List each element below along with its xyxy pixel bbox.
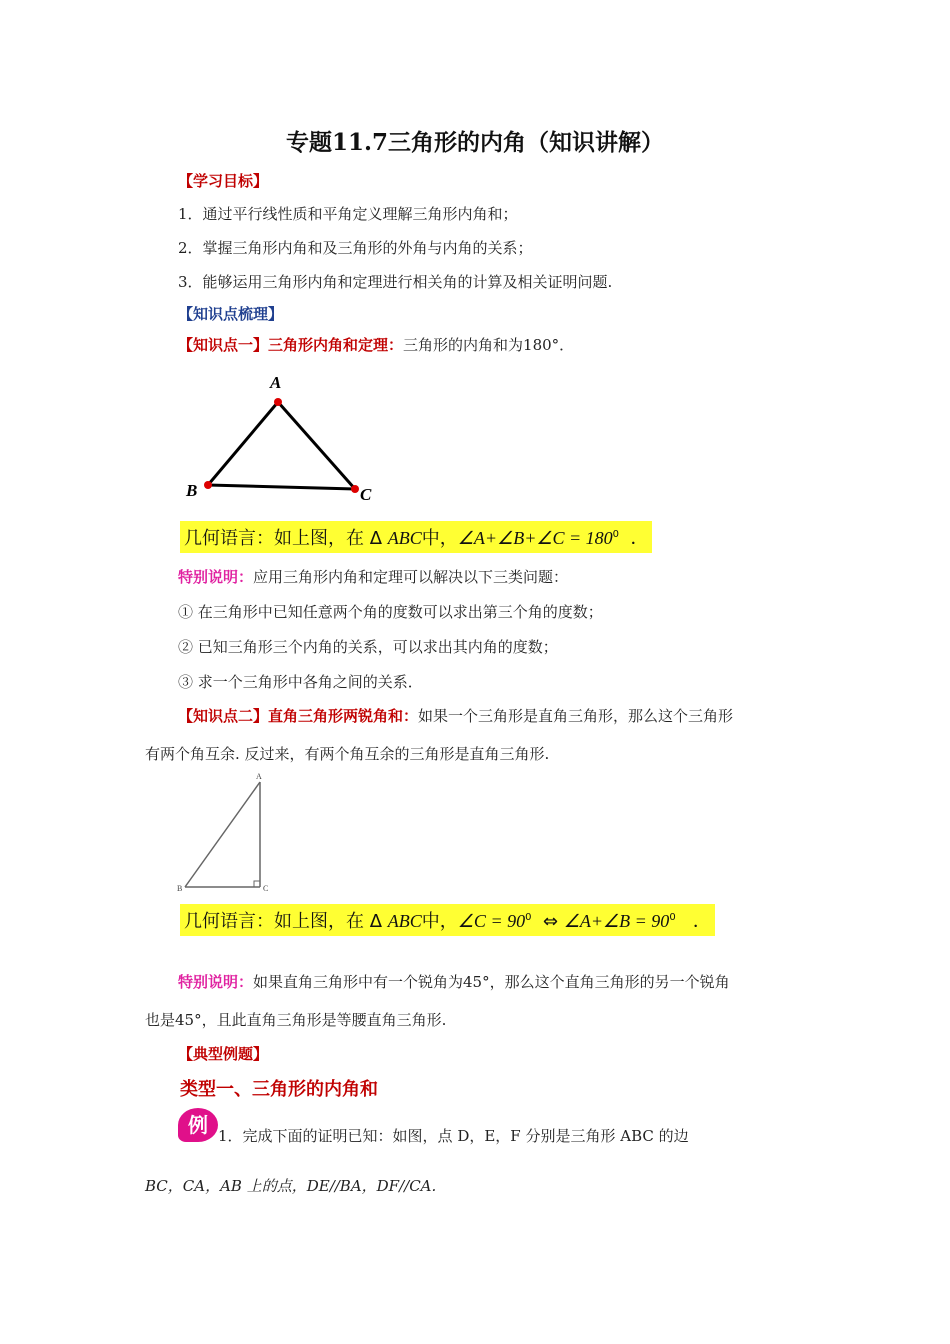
geo2-mid: 中， — [421, 911, 458, 932]
geo2-degree2: 0 — [669, 912, 676, 923]
vertex-c — [351, 485, 359, 493]
goal-item: 2．掌握三角形内角和及三角形的外角与内角的关系； — [178, 239, 533, 257]
geo2-equivalence: ⇔ — [542, 911, 559, 932]
point2-text1: 如果一个三角形是直角三角形，那么这个三角形 — [418, 707, 734, 725]
vertex-b — [204, 481, 212, 489]
geo2-degree1: 0 — [525, 912, 532, 923]
geo1-end: ． — [630, 528, 649, 549]
special-note-2 — [178, 971, 730, 992]
geo2-formula1: ∠C = 90 — [457, 911, 526, 931]
example1-line2: BC，CA，AB 上的点，DE//BA，DF//CA. — [145, 1177, 437, 1195]
geo2-triangle-symbol: Δ — [369, 911, 383, 932]
note2-text1: 如果直角三角形中有一个锐角为45°，那么这个直角三角形的另一个锐角 — [253, 973, 730, 991]
geometry-language-2 — [180, 904, 715, 936]
type1-heading: 类型一、三角形的内角和 — [180, 1079, 378, 1100]
geo2-formula2: ∠A+∠B = 90 — [563, 911, 670, 931]
geometry-language-1 — [180, 521, 652, 553]
point2-text2: 有两个角互余. 反过来，有两个角互余的三角形是直角三角形. — [145, 745, 550, 763]
note1-text: 应用三角形内角和定理可以解决以下三类问题： — [253, 568, 569, 586]
geo1-triangle-symbol: Δ — [369, 528, 383, 549]
knowledge-point-1 — [178, 334, 574, 355]
example1-line1: 1．完成下面的证明已知：如图，点 D，E，F 分别是三角形 ABC 的边 — [218, 1127, 689, 1145]
goals-heading: 【学习目标】 — [178, 172, 269, 190]
side-ac — [278, 402, 355, 489]
label-b: B — [177, 884, 183, 893]
point1-text: 三角形的内角和为180°． — [403, 336, 575, 354]
geo1-degree: 0 — [612, 529, 620, 540]
note1-item: ③ 求一个三角形中各角之间的关系． — [178, 673, 423, 691]
page-title: 专题11.7三角形的内角（知识讲解） — [285, 129, 665, 156]
geo1-formula: ∠A+∠B+∠C = 180 — [457, 528, 613, 548]
goal-item: 1．通过平行线性质和平角定义理解三角形内角和； — [178, 205, 518, 223]
note2-tag: 特别说明： — [178, 973, 254, 991]
note2-text2: 也是45°，且此直角三角形是等腰直角三角形. — [145, 1011, 447, 1029]
side-ab — [208, 402, 278, 485]
triangle-abc-figure — [180, 370, 390, 510]
knowledge-heading: 【知识点梳理】 — [178, 305, 284, 323]
label-a: A — [270, 373, 282, 392]
geo1-prefix: 几何语言：如上图，在 — [184, 528, 364, 549]
geo1-abc: ABC — [387, 528, 422, 548]
note1-item: ② 已知三角形三个内角的关系，可以求出其内角的度数； — [178, 638, 558, 656]
right-angle-mark — [254, 881, 260, 887]
geo2-prefix: 几何语言：如上图，在 — [184, 911, 364, 932]
point1-tag: 【知识点一】 — [178, 336, 269, 354]
goal-item: 3．能够运用三角形内角和定理进行相关角的计算及相关证明问题. — [178, 273, 613, 291]
example-badge-icon: 例 — [178, 1108, 218, 1142]
note1-tag: 特别说明： — [178, 568, 254, 586]
point1-name: 三角形内角和定理： — [268, 336, 404, 354]
examples-heading: 【典型例题】 — [178, 1045, 269, 1063]
label-c: C — [263, 884, 269, 893]
label-b: B — [186, 481, 198, 500]
point2-name: 直角三角形两锐角和： — [268, 707, 419, 725]
special-note-1 — [178, 566, 568, 587]
knowledge-point-2 — [178, 705, 733, 726]
vertex-a — [274, 398, 282, 406]
side-ab — [185, 782, 260, 887]
label-c: C — [360, 485, 372, 504]
side-bc — [208, 485, 355, 489]
geo1-mid: 中， — [421, 528, 458, 549]
geo2-abc: ABC — [387, 911, 422, 931]
note1-item: ① 在三角形中已知任意两个角的度数可以求出第三个角的度数； — [178, 603, 603, 621]
geo2-end: ． — [692, 911, 711, 932]
right-triangle-figure — [175, 770, 275, 895]
point2-tag: 【知识点二】 — [178, 707, 269, 725]
label-a: A — [256, 772, 262, 781]
